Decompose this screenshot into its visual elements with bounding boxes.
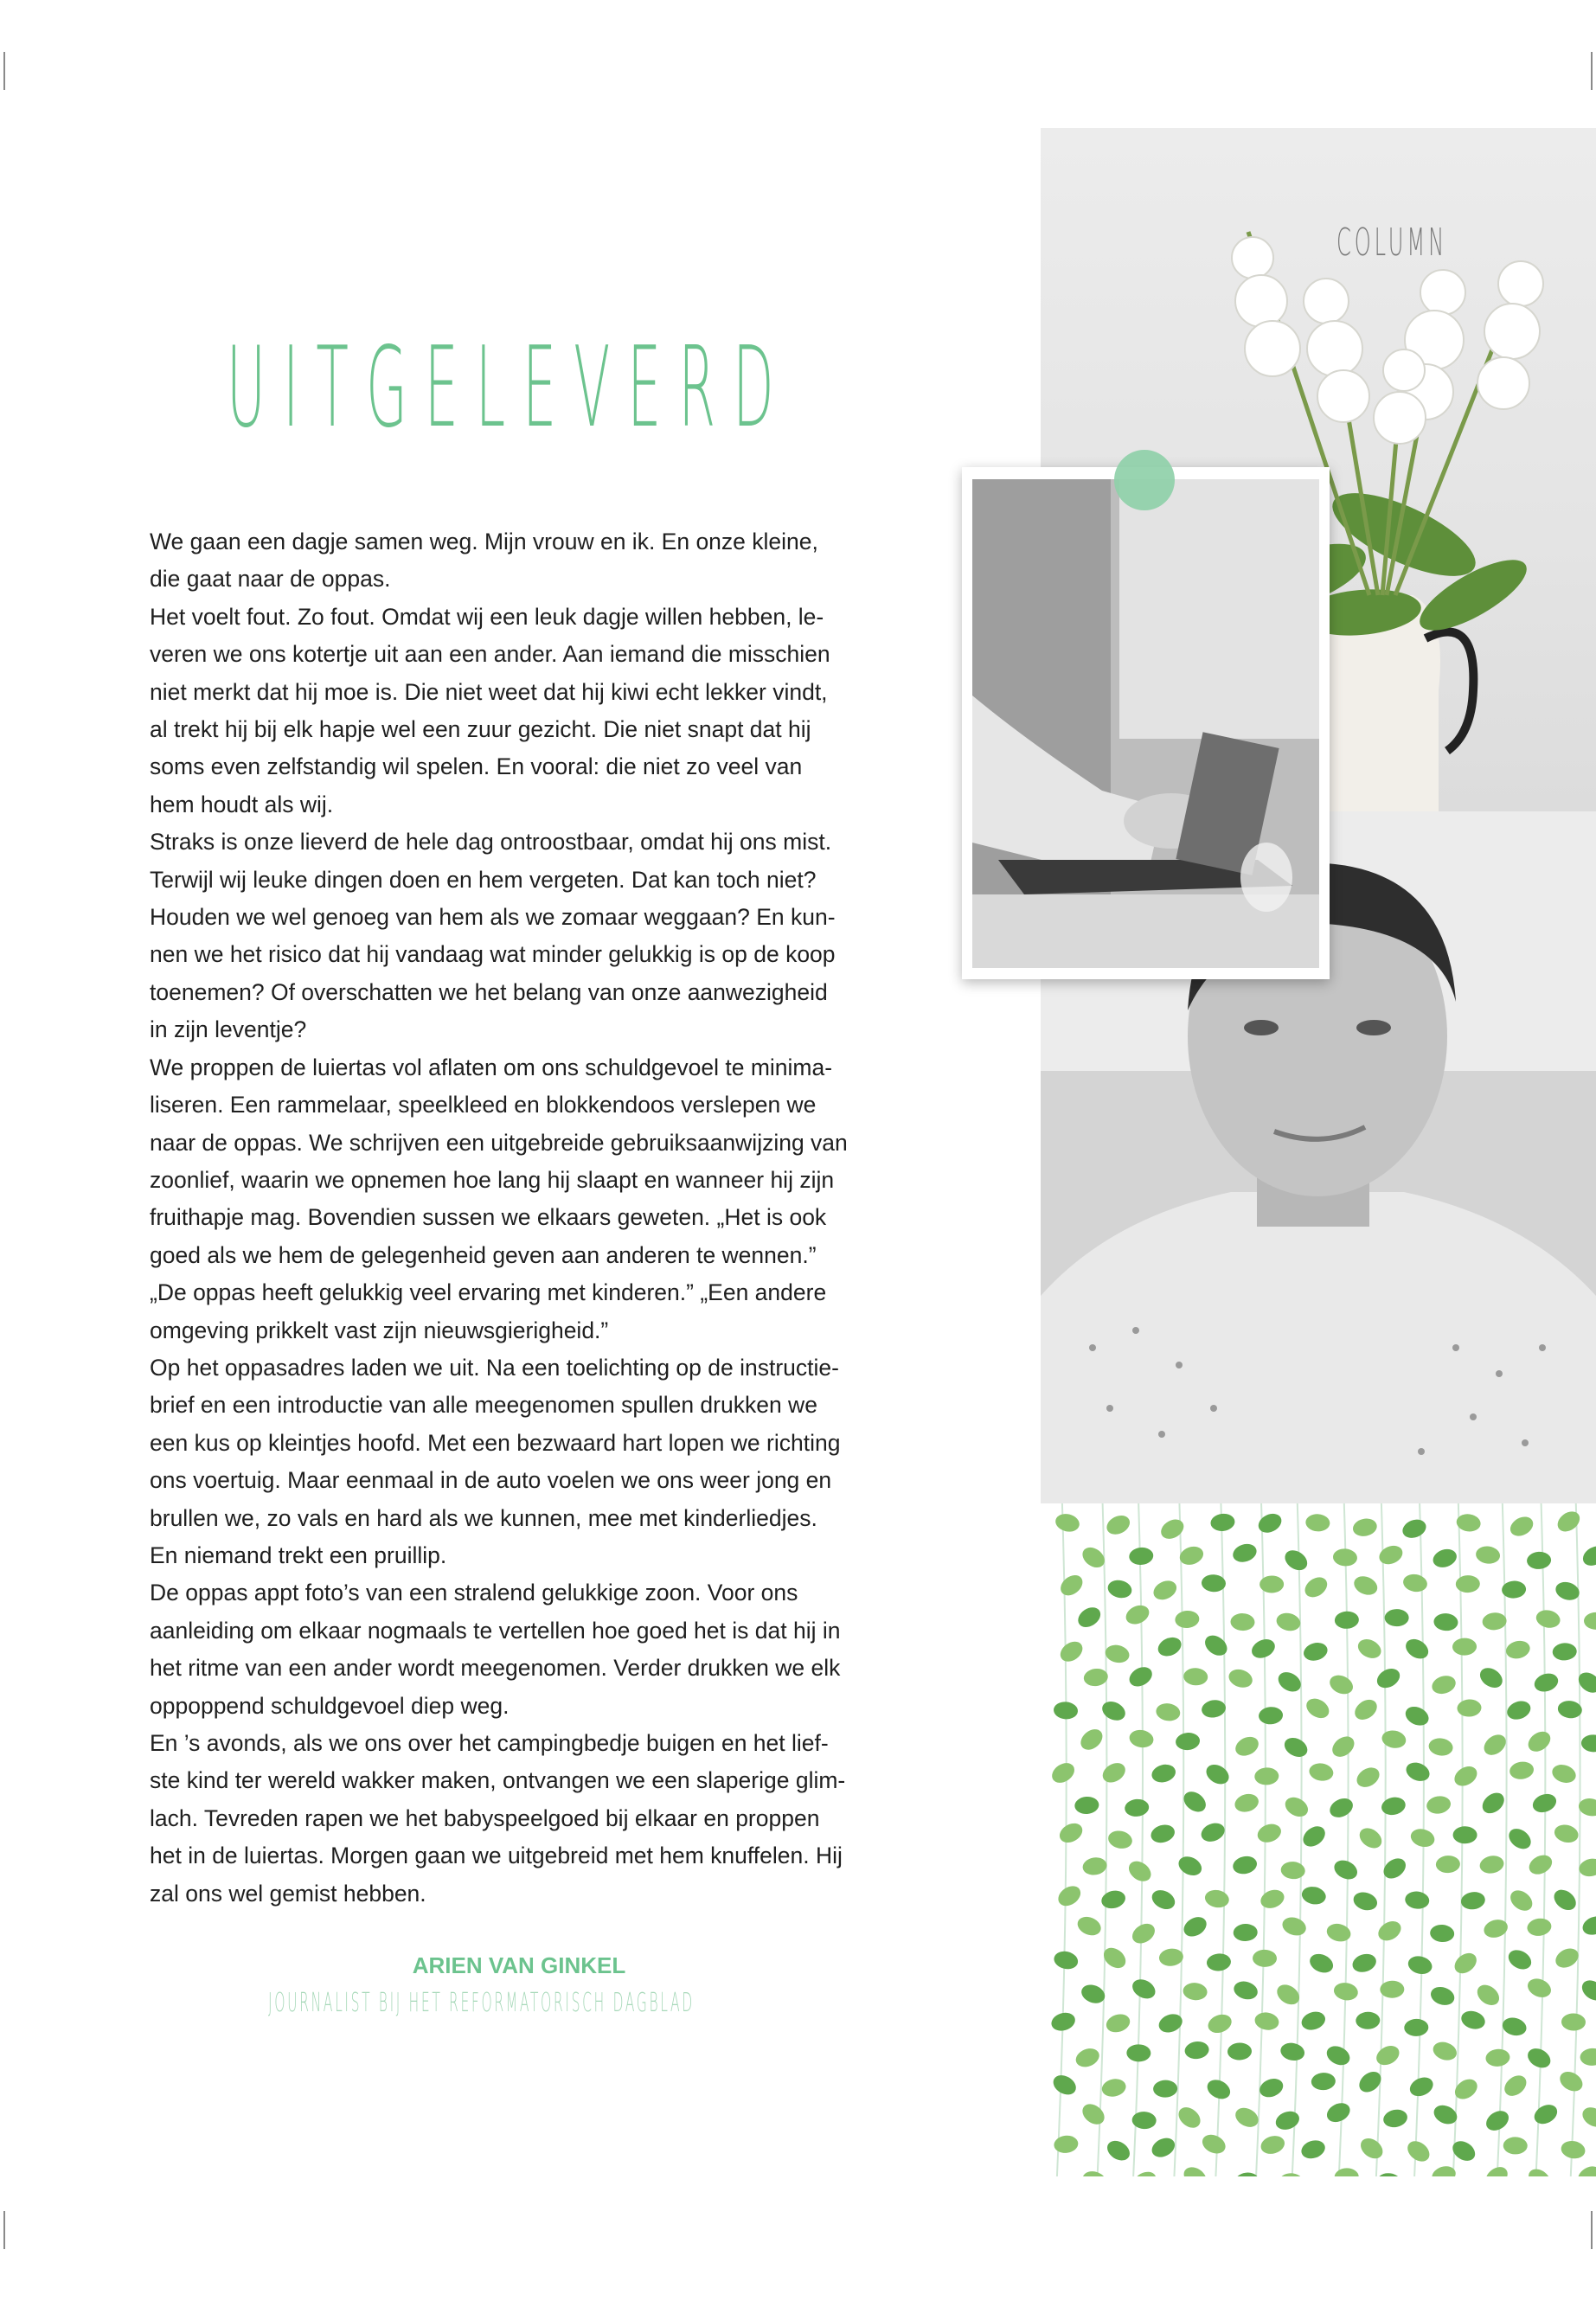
leaf-shape: [1300, 1885, 1327, 1907]
leaf-shape: [1452, 1826, 1477, 1843]
leaf-shape: [1129, 1976, 1158, 2003]
leaf-shape: [1301, 1574, 1330, 1601]
leaf-shape: [1157, 1516, 1187, 1542]
leaf-shape: [1124, 1798, 1150, 1818]
leaf-shape: [1353, 1764, 1382, 1791]
leaf-shape: [1456, 1575, 1481, 1593]
leaf-shape: [1373, 2042, 1402, 2069]
leaf-shape: [1374, 1665, 1403, 1692]
body-line: soms even zelfstandig wil spelen. En vooral: die niet zo veel van: [150, 753, 803, 780]
crop-mark-bottom-right: [1591, 2211, 1593, 2249]
leaf-shape: [1356, 1824, 1385, 1853]
leaf-shape: [1155, 1702, 1182, 1722]
leaf-shape: [1275, 1611, 1303, 1633]
leaf-shape: [1457, 1699, 1482, 1717]
leaf-shape: [1550, 1762, 1579, 1786]
leaf-shape: [1507, 1887, 1536, 1915]
leaf-shape: [1485, 2048, 1511, 2067]
body-line: En ’s avonds, als we ons over het campingbedje buigen en het lief-: [150, 1730, 829, 1756]
leaf-shape: [1535, 1608, 1562, 1630]
leaf-shape: [1524, 2045, 1554, 2072]
leaf-shape: [1230, 1541, 1259, 1565]
leaf-shape: [1459, 2009, 1488, 2032]
leaf-shape: [1325, 1921, 1353, 1944]
leaf-shape: [1530, 1791, 1559, 1816]
leaf-shape: [1205, 2011, 1234, 2036]
leaf-shape: [1099, 1698, 1129, 1724]
leaf-shape: [1183, 1668, 1208, 1686]
leaf-shape: [1380, 1795, 1407, 1817]
crop-mark-bottom-left: [3, 2211, 5, 2249]
body-line: lach. Tevreden rapen we het babyspeelgoed bij elkaar en proppen: [150, 1804, 820, 1831]
body-line: „De oppas heeft gelukkig veel ervaring met kinderen.” „Een andere: [150, 1279, 827, 1306]
leaf-shape: [1258, 1706, 1283, 1725]
leaf-shape: [1258, 1887, 1286, 1911]
leaf-shape: [1180, 1913, 1209, 1940]
leaf-shape: [1376, 1542, 1406, 1567]
leaf-shape: [1149, 1822, 1177, 1845]
leaf-shape: [1402, 1635, 1432, 1663]
body-line: een kus op kleintjes hoofd. Met een bezwaard hart lopen we richting: [150, 1429, 841, 1456]
polaroid-frame: [962, 467, 1330, 979]
leaf-shape: [1400, 1516, 1428, 1541]
leaf-shape: [1104, 1512, 1133, 1538]
leaf-shape: [1504, 1638, 1532, 1661]
leaf-shape: [1355, 1636, 1384, 1662]
leaf-shape: [1483, 2107, 1512, 2135]
body-line: Terwijl wij leuke dingen doen en hem vergeten. Dat kan toch niet?: [150, 866, 817, 893]
body-line: De oppas appt foto’s van een stralend gelukkige zoon. Voor ons: [150, 1580, 798, 1606]
leaf-pattern-svg: [1041, 1503, 1596, 2176]
leaf-shape: [1257, 2075, 1285, 2100]
leaf-shape: [1381, 1728, 1407, 1750]
leaf-shape: [1375, 1917, 1404, 1944]
leaf-shape: [1351, 1889, 1380, 1913]
leaf-shape: [1175, 2103, 1204, 2131]
leaf-shape: [1155, 1634, 1184, 1660]
leaf-shape: [1531, 2101, 1561, 2128]
leaf-shape: [1478, 1854, 1505, 1875]
leaf-shape: [1203, 1888, 1230, 1910]
leaf-shape: [1233, 1791, 1260, 1815]
body-line: die gaat naar de oppas.: [150, 566, 391, 593]
leaf-shape: [1524, 1727, 1554, 1756]
body-line: hem houdt als wij.: [150, 791, 334, 817]
leaf-shape: [1429, 1924, 1454, 1943]
leaf-shape: [1324, 2042, 1353, 2068]
leaf-shape: [1351, 1695, 1381, 1724]
leaf-shape: [1128, 1728, 1155, 1749]
article-body: [150, 523, 902, 1913]
leaf-shape: [1433, 1612, 1458, 1631]
leaf-shape: [1176, 1853, 1205, 1879]
leaf-shape: [1275, 1669, 1304, 1696]
leaf-shape: [1404, 2018, 1429, 2036]
leaf-shape: [1351, 1516, 1379, 1538]
leaf-shape: [1048, 1759, 1078, 1786]
leaf-shape: [1332, 1548, 1357, 1567]
leaf-shape: [1407, 1954, 1434, 1977]
leaf-shape: [1403, 1759, 1433, 1785]
leaf-shape: [1254, 1767, 1279, 1785]
leaf-shape: [1255, 1821, 1284, 1845]
leaf-shape: [1057, 1571, 1086, 1599]
leaf-shape: [1331, 1856, 1361, 1882]
author-role: JOURNALIST BIJ HET REFORMATORISCH DAGBLAD: [268, 1988, 695, 2018]
leaf-shape: [1501, 2016, 1529, 2038]
green-pin: [1114, 450, 1175, 510]
leaf-shape: [1327, 1672, 1356, 1698]
leaf-shape: [1401, 1573, 1428, 1594]
leaf-shape: [1054, 1882, 1084, 1910]
body-line: We gaan een dagje samen weg. Mijn vrouw en ik. En onze kleine,: [150, 529, 818, 554]
leaf-shape: [1451, 1762, 1480, 1790]
leaf-shape: [1299, 1822, 1329, 1850]
leaf-shape: [1126, 2044, 1151, 2062]
leaf-shape: [1507, 1513, 1536, 1540]
leaf-shape: [1553, 1823, 1580, 1845]
leaf-shape: [1149, 2134, 1178, 2161]
leaf-shape: [1334, 1611, 1359, 1630]
leaf-shape: [1408, 1826, 1437, 1849]
body-line: veren we ons kotertje uit aan een ander. Aan iemand die misschien: [150, 641, 830, 668]
body-line: al trekt hij bij elk hapje wel een zuur gezicht. Die niet snapt dat hij: [150, 716, 811, 743]
leaf-shape: [1482, 2163, 1511, 2176]
body-line: niet merkt dat hij moe is. Die niet weet dat hij kiwi echt lekker vindt,: [150, 678, 828, 705]
leaf-shape: [1431, 2039, 1459, 2063]
leaf-shape: [1327, 1795, 1356, 1821]
leaf-shape: [1079, 2100, 1108, 2129]
leaf-shape: [1376, 2172, 1402, 2176]
leaf-shape: [1351, 1573, 1381, 1598]
leaf-shape: [1184, 2041, 1210, 2061]
leaf-shape: [1100, 2077, 1128, 2099]
body-line: Straks is onze lieverd de hele dag ontroostbaar, omdat hij ons mist.: [150, 829, 832, 856]
body-line: omgeving prikkelt vast zijn nieuwsgierigheid.”: [150, 1317, 609, 1343]
leaf-shape: [1104, 1643, 1131, 1665]
leaf-shape: [1209, 1512, 1235, 1532]
leaf-shape: [1357, 2134, 1387, 2163]
body-line: We proppen de luiertas vol aflaten om ons schuldgevoel te minima-: [150, 1054, 833, 1080]
leaf-shape: [1580, 1913, 1596, 1939]
leaf-shape: [1308, 1761, 1335, 1782]
leaf-shape: [1259, 2133, 1286, 2157]
leaf-shape: [1550, 1886, 1580, 1914]
leaf-shape: [1435, 1856, 1460, 1874]
body-line: ste kind ter wereld wakker maken, ontvangen we een slaperige glim-: [150, 1767, 846, 1794]
leaf-shape: [1578, 1977, 1596, 2005]
leaf-shape: [1080, 2169, 1109, 2176]
leaf-shape: [1248, 1636, 1278, 1662]
leaf-shape: [1150, 1762, 1177, 1785]
leaf-shape: [1525, 2165, 1554, 2176]
leaf-shape: [1552, 1643, 1577, 1662]
leaf-shape: [1477, 1664, 1506, 1692]
body-line: fruithapje mag. Bovendien sussen we elkaars geweten. „Het is ook: [150, 1204, 827, 1231]
leaf-shape: [1050, 2072, 1080, 2099]
leaf-shape: [1128, 1547, 1154, 1566]
leaf-shape: [1056, 1819, 1086, 1846]
leaf-shape: [1402, 1703, 1432, 1729]
leaf-shape: [1431, 1546, 1459, 1570]
laptop-illustration: [972, 479, 1319, 968]
body-line: Houden we wel genoeg van hem als we zomaar weggaan? En kun-: [150, 904, 836, 931]
leaf-shape: [1451, 1949, 1480, 1977]
leaf-shape: [1584, 1612, 1596, 1630]
leaf-shape: [1324, 2099, 1353, 2125]
leaf-shape: [1302, 1640, 1330, 1663]
leaf-shape: [1280, 1861, 1306, 1880]
leaf-shape: [1299, 2009, 1328, 2033]
body-line: het in de luiertas. Morgen gaan we uitgebreid met hem knuffelen. Hij: [150, 1843, 843, 1869]
leaf-shape: [1480, 1730, 1509, 1759]
leaf-shape: [1231, 1854, 1259, 1876]
leaf-shape: [1381, 2107, 1409, 2129]
body-line: zal ons wel gemist hebben.: [150, 1880, 426, 1907]
leaf-shape: [1201, 1698, 1227, 1719]
leaf-shape: [1153, 2080, 1178, 2098]
leaf-shape: [1305, 1513, 1330, 1532]
leaf-shape: [1206, 1952, 1232, 1972]
body-line: ons voertuig. Maar eenmaal in de auto voelen we ons weer jong en: [150, 1467, 832, 1494]
leaf-shape: [1532, 1670, 1561, 1695]
leaf-shape: [1509, 1760, 1535, 1781]
leaf-shape: [1280, 1914, 1309, 1939]
leaf-shape: [1081, 1856, 1108, 1876]
leaf-shape: [1574, 2163, 1596, 2176]
body-line: toenemen? Of overschatten we het belang van onze aanwezigheid: [150, 978, 828, 1005]
body-line: Het voelt fout. Zo fout. Omdat wij een leuk dagje willen hebben, le-: [150, 603, 824, 630]
leaf-shape: [1505, 1946, 1535, 1973]
leaf-shape: [1307, 1951, 1336, 1977]
leaf-shape: [1460, 1890, 1487, 1911]
leaf-shape: [1175, 1732, 1201, 1752]
leaf-shape: [1427, 1737, 1453, 1758]
leaf-shape: [1580, 1542, 1596, 1569]
crop-mark-top-left: [3, 52, 5, 90]
leaf-shape: [1158, 1947, 1184, 1967]
leaf-shape: [1255, 1510, 1285, 1536]
leaf-shape: [1430, 1673, 1458, 1697]
leaf-shape: [1230, 1613, 1255, 1631]
leaf-shape: [1526, 1851, 1555, 1878]
leaf-shape: [1104, 2137, 1133, 2164]
leaf-shape: [1556, 2067, 1586, 2095]
leaf-shape: [1478, 1789, 1508, 1817]
leaf-shape: [1180, 2163, 1209, 2176]
leaf-shape: [1123, 1602, 1152, 1628]
body-line: het ritme van een ander wordt meegenomen. Verder drukken we elk: [150, 1655, 841, 1682]
leaf-shape: [1526, 1917, 1553, 1938]
leaf-shape: [1199, 2131, 1228, 2157]
leaf-shape: [1579, 2104, 1596, 2131]
leaf-shape: [1232, 2104, 1261, 2131]
leaf-shape: [1299, 2138, 1328, 2162]
leaf-shape: [1281, 1734, 1311, 1761]
body-line: brullen we, zo vals en hard als we kunnen, mee met kinderliedjes.: [150, 1504, 817, 1531]
leaf-shape: [1350, 1951, 1379, 1975]
leaf-shape: [1232, 1978, 1259, 2002]
leaf-shape: [1253, 1950, 1277, 1967]
leaf-shape: [1504, 1698, 1533, 1723]
leaf-shape: [1054, 1511, 1081, 1534]
leaf-shape: [1073, 2045, 1101, 2070]
leaf-shape: [1099, 1888, 1127, 1911]
leaf-shape: [1404, 1890, 1430, 1910]
leaf-shape: [1407, 2073, 1436, 2099]
leaf-shape: [1404, 2137, 1433, 2165]
leaf-shape: [1253, 2010, 1280, 2031]
section-label: COLUMN: [1336, 221, 1448, 265]
body-line: En niemand trekt een pruillip.: [150, 1541, 447, 1568]
leaf-shape: [1356, 2011, 1381, 2029]
leaf-shape: [1334, 2168, 1358, 2176]
body-line: zoonlief, waarin we opnemen hoe lang hij slaapt en wanneer hij zijn: [150, 1166, 835, 1193]
leaf-shape: [1475, 1545, 1501, 1565]
leaf-shape: [1428, 1984, 1457, 2008]
leaf-shape: [1329, 1733, 1358, 1761]
leaf-shape: [1385, 1609, 1409, 1626]
leaf-shape: [1074, 1796, 1099, 1815]
leaf-shape: [1574, 1669, 1596, 1697]
body-line: oppoppend schuldgevoel diep weg.: [150, 1692, 510, 1719]
leaf-shape: [1332, 1981, 1359, 2002]
leaf-shape: [1505, 1824, 1535, 1853]
leaf-shape: [1202, 1760, 1232, 1788]
leaf-shape: [1482, 1612, 1508, 1631]
leaf-shape: [1279, 2041, 1305, 2062]
laptop-photo: [972, 479, 1319, 968]
author-name: ARIEN VAN GINKEL: [412, 1952, 626, 1978]
leaf-shape: [1052, 1949, 1080, 1971]
body-line: aanleiding om elkaar nogmaals te vertellen hoe goed het is dat hij in: [150, 1617, 841, 1644]
leaf-shape: [1561, 2013, 1586, 2031]
leaf-shape: [1104, 2011, 1132, 2035]
leaf-shape: [1227, 2042, 1253, 2061]
leaf-shape: [1227, 1666, 1255, 1690]
leaf-shape: [1452, 1638, 1477, 1656]
leaf-pattern: [1041, 1503, 1596, 2176]
body-line: in zijn leventje?: [150, 1016, 307, 1043]
leaf-shape: [1151, 1577, 1180, 1603]
leaf-shape: [1426, 1794, 1452, 1815]
leaf-shape: [1099, 1759, 1129, 1787]
leaf-shape: [1198, 1820, 1227, 1845]
article-title: UITGELEVERD: [227, 324, 792, 452]
leaf-shape: [1473, 1981, 1503, 2009]
leaf-shape: [1303, 1695, 1332, 1722]
body-line: naar de oppas. We schrijven een uitgebreide gebruiksaanwijzing van: [150, 1129, 848, 1156]
leaf-shape: [1083, 1667, 1109, 1688]
leaf-shape: [1273, 2108, 1302, 2132]
leaf-shape: [1526, 1551, 1551, 1570]
leaf-shape: [1077, 1725, 1106, 1753]
leaf-shape: [1074, 1603, 1104, 1631]
leaf-shape: [1282, 1793, 1311, 1820]
body-line: brief en een introductie van alle meegenomen spullen drukken we: [150, 1392, 817, 1419]
leaf-shape: [1281, 1547, 1311, 1574]
leaf-shape: [1202, 1631, 1231, 1660]
leaf-shape: [1125, 1857, 1155, 1886]
leaf-shape: [1053, 2134, 1079, 2154]
crop-mark-top-right: [1591, 52, 1593, 90]
body-line: nen we het risico dat hij vandaag wat minder gelukkig is op de koop: [150, 941, 836, 968]
leaf-shape: [1056, 1638, 1086, 1666]
leaf-shape: [1053, 1701, 1078, 1720]
leaf-shape: [1129, 1920, 1158, 1947]
leaf-shape: [1311, 2072, 1336, 2091]
leaf-shape: [1525, 1975, 1554, 2000]
leaf-shape: [1560, 2139, 1586, 2161]
leaf-shape: [1106, 1829, 1134, 1851]
leaf-shape: [1581, 1734, 1596, 1753]
leaf-shape: [1501, 2072, 1530, 2100]
leaf-shape: [1183, 1982, 1208, 2002]
leaf-shape: [1279, 2173, 1303, 2176]
body-line: goed als we hem de gelegenheid geven aan anderen te wennen.”: [150, 1241, 817, 1268]
leaf-shape: [1580, 2048, 1596, 2067]
leaf-shape: [1049, 2010, 1078, 2034]
leaf-shape: [1503, 2137, 1528, 2154]
leaf-shape: [1106, 1578, 1134, 1600]
leaf-shape: [1074, 1913, 1104, 1939]
leaf-shape: [1149, 1887, 1178, 1913]
leaf-shape: [1554, 1508, 1583, 1536]
leaf-shape: [1233, 1923, 1258, 1941]
body-line: liseren. Een rammelaar, speelkleed en blokkendoos verslepen we: [150, 1092, 817, 1118]
leaf-shape: [1233, 1734, 1262, 1759]
leaf-shape: [1126, 1663, 1156, 1690]
leaf-shape: [1175, 1610, 1201, 1629]
body-line: Op het oppasadres laden we uit. Na een toelichting op de instructie-: [150, 1354, 839, 1381]
